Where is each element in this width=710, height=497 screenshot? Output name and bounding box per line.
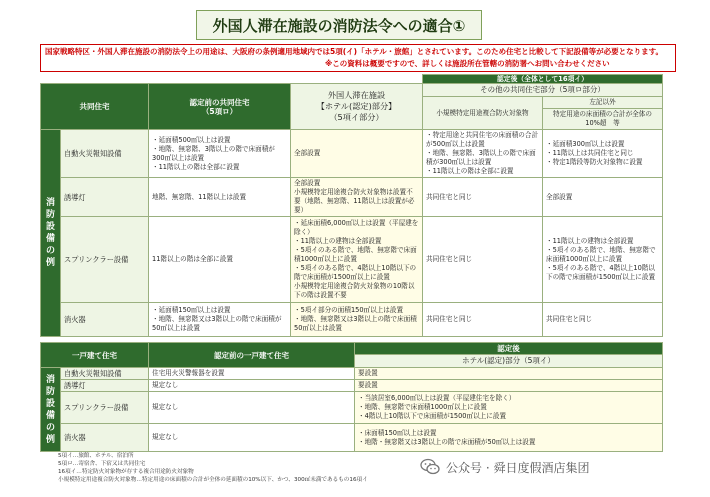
wechat-icon — [420, 458, 440, 476]
page-title: 外国人滞在施設の消防法令への適合① — [196, 10, 482, 40]
house-row-item-sprinkler: スプリンクラー設備 — [61, 392, 149, 424]
cell-facility: 全部設置 小規模特定用途複合防火対象物は設置不要（地階、無窓階、11階以上は設置が必要） — [291, 178, 423, 217]
footnote: 16項イ…特定防火対象物が存する複合用途防火対象物 — [58, 469, 194, 475]
row-item-fire-alarm: 自動火災報知設備 — [61, 130, 149, 178]
cell-other-right: 全部設置 — [543, 178, 663, 217]
cell-before: ・延面積500㎡以上は設置 ・地階、無窓階、3階以上の階で床面積が300㎡以上は設置 ・11階以上の階は全部に設置 — [149, 130, 291, 178]
house-cell-before: 規定なし — [149, 424, 355, 452]
house-cell-before: 規定なし — [149, 392, 355, 424]
house-table — [40, 342, 663, 452]
cell-other-left: 共同住宅と同じ — [423, 217, 543, 303]
house-col-header-after: 認定後 — [355, 343, 663, 355]
notice-line-1: 国家戦略特区・外国人滞在施設の消防法令上の用途は、大阪府の条例適用地域内では5項(イ)「ホテル・旅館」とされています。このため住宅と比較して下記設備等が必要となります。 — [45, 47, 663, 56]
footnote: 5項イ…旅館、ホテル、宿泊所 — [58, 453, 134, 459]
col-header-item: 共同住宅 — [41, 84, 149, 130]
house-cell-after: 要設置 — [355, 368, 663, 380]
house-row-item-fire-alarm: 自動火災報知設備 — [61, 368, 149, 380]
house-cell-after: ・床面積150㎡以上は設置 ・地階・無窓階又は3階以上の階で床面積が50㎡以上は設置 — [355, 424, 663, 452]
cell-other-right: ・延面積300㎡以上は設置 ・11階以上は共同住宅と同じ ・特定1階段等防火対象物に設置 — [543, 130, 663, 178]
footnotes — [58, 452, 458, 484]
cell-facility: ・延床面積6,000㎡以上は設置（平屋建を除く） ・11階以上の建物は全部設置 ・5項イのある階で、地階、無窓階で床面積1000㎡以上に設置 ・5項イのある階で、4階以上10階以下の階で床面積が1500㎡以上に設置 小規模特定用途複合防火対象物の10階以下の階は設置不要 — [291, 217, 423, 303]
house-cell-after: 要設置 — [355, 380, 663, 392]
side-label-fire-equipment: 消防設備の例 — [41, 130, 61, 337]
house-cell-before: 規定なし — [149, 380, 355, 392]
cell-other-right: ・11階以上の建物は全部設置 ・5項イのある階で、地階、無窓階で床面積1000㎡以上に設置 ・5項イのある階で、4階以上10階以下の階で床面積が1500㎡以上に設置 — [543, 217, 663, 303]
cell-other-left: 共同住宅と同じ — [423, 303, 543, 337]
cell-other-left: ・特定用途と共同住宅の床面積の合計が500㎡以上は設置 ・地階、無窓階、3階以上の階で床面積が300㎡以上は設置 ・11階以上の階は全部に設置 — [423, 130, 543, 178]
cell-before: ・延面積150㎡以上は設置 ・地階、無窓階又は3階以上の階で床面積が50㎡以上は設置 — [149, 303, 291, 337]
cell-other-right: 共同住宅と同じ — [543, 303, 663, 337]
after-group-header: 認定後（全体として16項イ） — [423, 75, 663, 84]
house-cell-after: ・当該居室6,000㎡以上は設置（平屋建住宅を除く） ・地階、無窓階で床面積1000㎡以上に設置 ・4階以上10階以下で床面積が1500㎡以上に設置 — [355, 392, 663, 424]
cell-other-left: 共同住宅と同じ — [423, 178, 543, 217]
house-col-header-item: 一戸建て住宅 — [41, 343, 149, 368]
apartment-table — [40, 74, 663, 337]
row-item-extinguisher: 消火器 — [61, 303, 149, 337]
row-item-sprinkler: スプリンクラー設備 — [61, 217, 149, 303]
cell-before: 11階以上の階は全部に設置 — [149, 217, 291, 303]
col-header-facility: 外国人滞在施設 【ホテル(認定)部分】 （5項イ部分） — [291, 84, 423, 130]
col-header-other-right-desc: 特定用途の床面積の合計が全体の10%超 等 — [543, 109, 663, 130]
house-side-label: 消防設備の例 — [41, 368, 61, 452]
col-header-other-right-title: 左記以外 — [543, 97, 663, 109]
house-col-header-after-sub: ホテル(認定)部分（5項イ） — [355, 355, 663, 368]
col-header-other-left: 小規模特定用途複合防火対象物 — [423, 97, 543, 130]
house-cell-before: 住宅用火災警報器を設置 — [149, 368, 355, 380]
footnote: 5項ロ…寄宿舎、下宿又は共同住宅 — [58, 461, 146, 467]
footnote: 小規模特定用途複合防火対象物…特定用途の床面積の合計が全体の延面積の10%以下、かつ、300㎡未満であるもの16項イ — [58, 477, 368, 483]
col-header-before: 認定前の共同住宅 （5項ロ） — [149, 84, 291, 130]
notice-box — [40, 44, 676, 72]
house-col-header-before: 認定前の一戸建て住宅 — [149, 343, 355, 368]
cell-facility: ・5項イ部分の面積150㎡以上は設置 ・地階、無窓階又は3階以上の階で床面積50㎡以上は設置 — [291, 303, 423, 337]
watermark — [420, 458, 589, 476]
row-item-exit-light: 誘導灯 — [61, 178, 149, 217]
cell-facility: 全部設置 — [291, 130, 423, 178]
watermark-text: 公众号 · 舜日度假酒店集团 — [446, 460, 590, 475]
house-row-item-exit-light: 誘導灯 — [61, 380, 149, 392]
notice-line-2: ※この資料は概要ですので、詳しくは施設所在管轄の消防署へお問い合わせください — [325, 59, 610, 68]
cell-before: 地階、無窓階、11階以上は設置 — [149, 178, 291, 217]
col-header-other: その他の共同住宅部分（5項ロ部分） — [423, 84, 663, 97]
house-row-item-extinguisher: 消火器 — [61, 424, 149, 452]
